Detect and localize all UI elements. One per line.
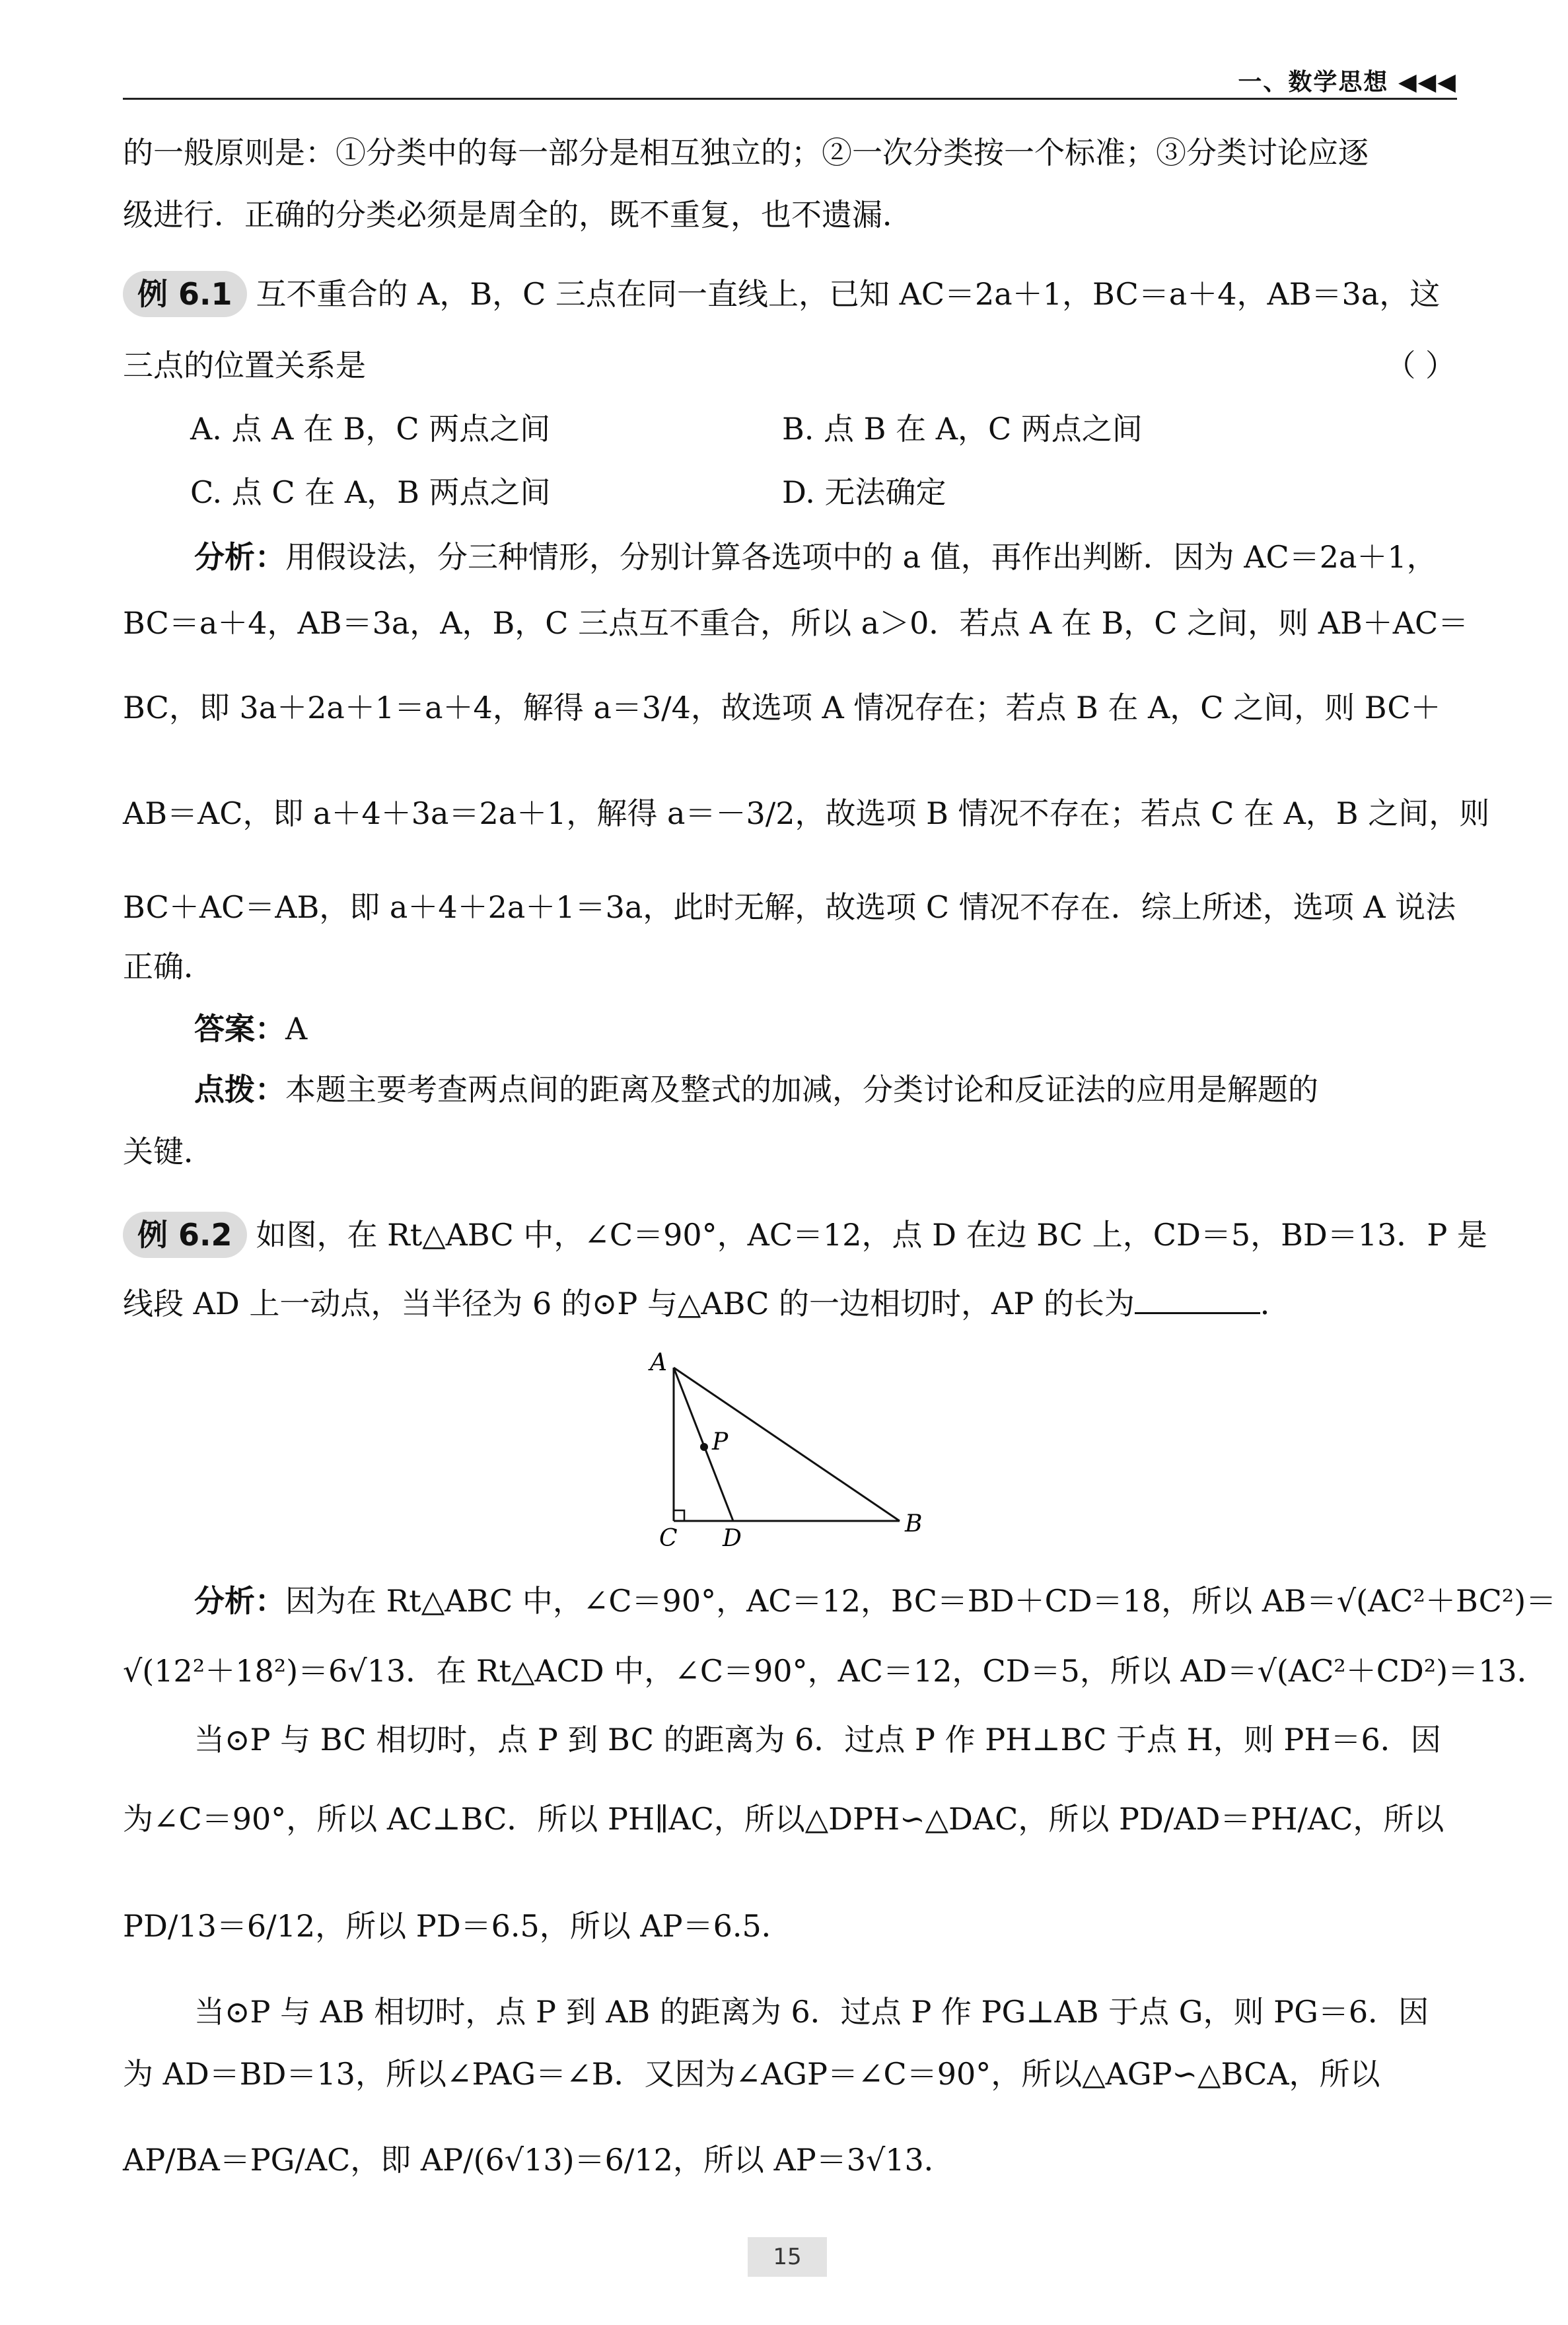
ex61-analysis-line-4: AB＝AC，即 a＋4＋3a＝2a＋1，解得 a＝－3/2，故选项 B 情况不存在；若点 C 在 A，B 之间，则 <box>123 795 1490 831</box>
header-rule <box>123 98 1457 100</box>
side-ab <box>674 1368 900 1521</box>
ex61-tip-line-2: 关键． <box>123 1134 214 1169</box>
ex61-analysis-line-6: 正确． <box>123 949 214 984</box>
ex61-tip-text-1: 本题主要考查两点间的距离及整式的加减，分类讨论和反证法的应用是解题的 <box>285 1072 1318 1107</box>
intro-line-1: 的一般原则是：①分类中的每一部分是相互独立的；②一次分类按一个标准；③分类讨论应逐 <box>123 135 1369 170</box>
ex61-answer-label: 答案： <box>194 1011 285 1047</box>
page-number: 15 <box>748 2237 827 2277</box>
ex62-tag: 例 6.2 <box>123 1212 247 1258</box>
label-d: D <box>723 1525 742 1552</box>
ex61-option-a: A. 点 A 在 B，C 两点之间 <box>190 411 551 447</box>
label-a: A <box>650 1349 667 1376</box>
running-header: 一、数学思想 ◀◀◀ <box>1238 69 1457 96</box>
ex61-stem-line-2: 三点的位置关系是 <box>123 348 366 383</box>
ex61-analysis-line-5: BC＋AC＝AB，即 a＋4＋2a＋1＝3a，此时无解，故选项 C 情况不存在．综上所述，选项 A 说法 <box>123 889 1456 925</box>
ex62-case1-line-3: PD/13＝6/12，所以 PD＝6.5，所以 AP＝6.5． <box>123 1908 792 1944</box>
ex62-analysis-line-1 <box>194 1578 1557 1624</box>
ex62-stem-text-2: 线段 AD 上一动点，当半径为 6 的⊙P 与△ABC 的一边相切时，AP 的长为 <box>123 1286 1135 1321</box>
ex62-stem-text-1: 如图，在 Rt△ABC 中，∠C＝90°，AC＝12，点 D 在边 BC 上，CD＝5，BD＝13．P 是 <box>256 1217 1487 1253</box>
ex61-answer-line <box>194 1006 1528 1052</box>
label-c: C <box>659 1525 678 1552</box>
ex62-case2-line-1: 当⊙P 与 AB 相切时，点 P 到 AB 的距离为 6．过点 P 作 PG⊥AB 于点 G，则 PG＝6．因 <box>194 1994 1429 2030</box>
label-b: B <box>905 1510 923 1537</box>
ex62-case2-line-2: 为 AD＝BD＝13，所以∠PAG＝∠B．又因为∠AGP＝∠C＝90°，所以△AGP∽△BCA，所以 <box>123 2056 1380 2092</box>
ex61-analysis-line-3: BC，即 3a＋2a＋1＝a＋4，解得 a＝3/4，故选项 A 情况存在；若点 B 在 A，C 之间，则 BC＋ <box>123 690 1441 725</box>
ex62-stem-line-2 <box>123 1280 1457 1327</box>
ex61-analysis-line-2: BC＝a＋4，AB＝3a，A，B，C 三点互不重合，所以 a＞0．若点 A 在 B，C 之间，则 AB＋AC＝ <box>123 605 1469 641</box>
ex61-tag: 例 6.1 <box>123 271 247 317</box>
ex61-analysis-line-1 <box>194 534 1528 580</box>
ex62-case2-line-3: AP/BA＝PG/AC，即 AP/(6√13)＝6/12，所以 AP＝3√13． <box>123 2142 954 2178</box>
intro-line-2: 级进行．正确的分类必须是周全的，既不重复，也不遗漏． <box>123 197 913 233</box>
ex62-case1-line-2: 为∠C＝90°，所以 AC⊥BC．所以 PH∥AC，所以△DPH∽△DAC，所以 PD/AD＝PH/AC，所以 <box>123 1801 1444 1837</box>
ex61-stem-text-1: 互不重合的 A，B，C 三点在同一直线上，已知 AC＝2a＋1，BC＝a＋4，AB＝3a，这 <box>256 276 1441 312</box>
ex61-tip-label: 点拨： <box>194 1072 285 1107</box>
ex62-stem-line-1 <box>123 1212 1487 1258</box>
ex61-analysis-text-1: 用假设法，分三种情形，分别计算各选项中的 a 值，再作出判断．因为 AC＝2a＋1， <box>285 539 1437 575</box>
ex61-stem-line-1 <box>123 271 1457 317</box>
ex61-answer-value: A <box>285 1011 308 1047</box>
ex61-option-c: C. 点 C 在 A，B 两点之间 <box>190 474 551 510</box>
ex61-analysis-label: 分析： <box>194 539 285 575</box>
ex62-analysis-line-2: √(12²＋18²)＝6√13．在 Rt△ACD 中，∠C＝90°，AC＝12，CD＝5，所以 AD＝√(AC²＋CD²)＝13． <box>123 1653 1548 1689</box>
ex61-option-d: D. 无法确定 <box>782 474 946 510</box>
ex62-answer-blank <box>1135 1286 1260 1314</box>
ex62-analysis-text-1: 因为在 Rt△ABC 中，∠C＝90°，AC＝12，BC＝BD＋CD＝18，所以 AB＝√(AC²＋BC²)＝ <box>285 1583 1557 1619</box>
ex62-stem-end: ． <box>1260 1286 1291 1321</box>
right-angle-mark <box>674 1510 684 1521</box>
label-p: P <box>712 1428 729 1456</box>
ex62-case1-line-1: 当⊙P 与 BC 相切时，点 P 到 BC 的距离为 6．过点 P 作 PH⊥BC 于点 H，则 PH＝6．因 <box>194 1722 1441 1757</box>
triangle-figure <box>641 1348 971 1553</box>
ex62-analysis-label: 分析： <box>194 1583 285 1619</box>
ex61-option-b: B. 点 B 在 A，C 两点之间 <box>782 411 1143 447</box>
ex61-tip-line-1 <box>194 1066 1528 1113</box>
ex61-answer-paren: （ ） <box>1385 348 1456 383</box>
point-p <box>700 1443 708 1451</box>
